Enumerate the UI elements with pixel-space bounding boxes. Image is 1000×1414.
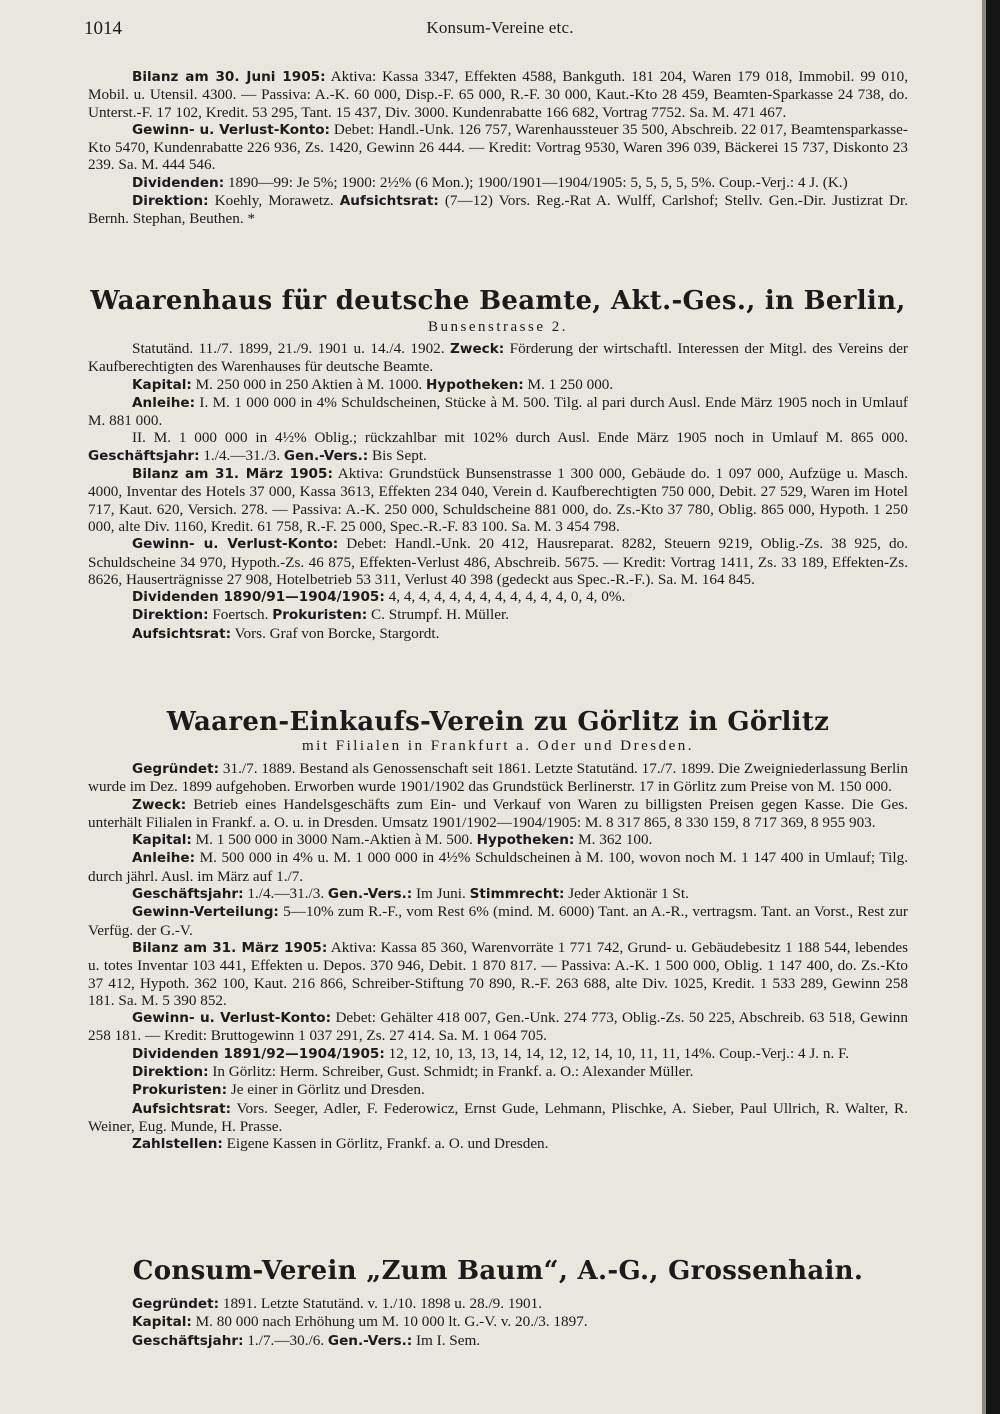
founded-paragraph	[88, 1295, 908, 1313]
purpose-label: Zweck:	[450, 341, 505, 357]
dividends-paragraph	[88, 588, 908, 606]
capital-label: Kapital:	[132, 832, 192, 849]
running-title: Konsum-Vereine etc.	[426, 18, 574, 37]
dividends-label: Dividenden:	[132, 174, 225, 191]
directors-paragraph	[88, 606, 908, 624]
directors-label: Direktion:	[132, 1064, 209, 1081]
supervisory-board-text: (7—12) Vors. Reg.-Rat A. Wulff, Carlshof; Stellv. Gen.-Dir. Justizrat Dr. Bernh. Stephan, Beuthen. *	[88, 192, 908, 228]
fiscal-year-text: 1./4.—31./3.	[199, 446, 284, 464]
capital-paragraph	[88, 376, 908, 394]
authorized-officers-text: Je einer in Görlitz und Dresden.	[227, 1081, 425, 1099]
profit-loss-text: Debet: Handl.-Unk. 126 757, Warenhaussteuer 35 500, Abschreib. 22 017, Beamtensparkasse-Kto 5470, Kundenrabatte 226 936, Zs. 1420, Gewinn 26 444. — Kredit: Vortrag 9530, Waren 396 039, Bäckerei 15 737, Diskonto 23 239. Sa. M. 444 546.	[88, 120, 908, 174]
fiscal-year-text: 1./4.—31./3.	[243, 885, 328, 903]
loan-label: Anleihe:	[132, 850, 196, 867]
profit-loss-label: Gewinn- u. Verlust-Konto:	[132, 536, 339, 553]
founded-text: 31./7. 1889. Bestand als Genossenschaft seit 1861. Letzte Statutänd. 17./7. 1899. Die Zweigniederlassung Berlin wurde im Dez. 1899 aufgehoben. Erworben wurde 1901/1902 das Grundstück Berlinerstr. 17 in Görlitz zum Preise von M. 150 000.	[88, 760, 908, 796]
company-heading-waarenhaus: Waarenhaus für deutsche Beamte, Akt.-Ges., in Berlin,	[90, 286, 906, 316]
profit-loss-paragraph	[88, 121, 908, 174]
loan-paragraph	[88, 849, 908, 885]
directors-text: Foertsch.	[208, 606, 273, 624]
supervisory-board-paragraph	[88, 1100, 908, 1136]
voting-right-label: Stimmrecht:	[469, 886, 565, 903]
company-branches: mit Filialen in Frankfurt a. Oder und Dresden.	[301, 738, 695, 754]
authorized-officers-label: Prokuristen:	[132, 1082, 228, 1099]
loan-text: M. 500 000 in 4% u. M. 1 000 000 in 4½% Schuldscheinen à M. 100, wovon noch M. 1 147 400 in Umlauf; Tilg. durch jährl. Ausl. im März auf 1./7.	[88, 849, 908, 885]
general-meeting-label: Gen.-Vers.:	[283, 447, 369, 464]
dividends-paragraph	[88, 174, 908, 192]
section-continued-entry	[88, 68, 908, 228]
purpose-text: Betrieb eines Handelsgeschäfts zum Ein- und Verkauf von Waren zu billigsten Preisen gegen Kasse. Die Ges. unterhält Filialen in Frankf. a. O. u. in Dresden. Umsatz 1901/1902—1904/1905: M. 8 317 865, 8 330 159, 8 717 369, 8 955 903.	[88, 795, 908, 831]
voting-right-text: Jeder Aktionär 1 St.	[564, 885, 689, 903]
supervisory-board-text: Vors. Graf von Borcke, Stargordt.	[231, 624, 440, 642]
balance-text: Aktiva: Kassa 85 360, Warenvorräte 1 771 742, Grund- u. Gebäudebesitz 1 188 544, lebendes u. totes Inventar 103 441, Effekten u. Depos. 370 946, Debit. 1 870 817. — Passiva: A.-K. 1 500 000, Oblig. 1 147 400, do. Zs.-Kto 37 412, Hypoth. 362 100, Kaut. 216 866, Schreiber-Stiftung 70 890, R.-F. 263 688, alte Div. 1025, Kredit. 1 533 289, Gewinn 258 181. Sa. M. 5 390 852.	[88, 938, 908, 1009]
page-edge-shadow	[986, 0, 1000, 1414]
capital-paragraph	[88, 1313, 908, 1331]
loan-paragraph	[88, 394, 908, 430]
fiscal-year-label: Geschäftsjahr:	[132, 886, 244, 903]
dividends-text: 4, 4, 4, 4, 4, 4, 4, 4, 4, 4, 4, 4, 0, 4, 0%.	[384, 588, 626, 606]
loan-label: Anleihe:	[132, 394, 196, 411]
directors-label: Direktion:	[132, 607, 209, 624]
page-number: 1014	[84, 18, 122, 39]
statute-text: Statutänd. 11./7. 1899, 21./9. 1901 u. 14./4. 1902.	[132, 340, 451, 357]
dividends-text: 12, 12, 10, 13, 13, 14, 14, 12, 12, 14, 10, 11, 11, 14%. Coup.-Verj.: 4 J. n. F.	[384, 1044, 850, 1062]
directors-paragraph	[88, 1063, 908, 1081]
paying-agents-label: Zahlstellen:	[132, 1136, 223, 1153]
paying-agents-text: Eigene Kassen in Görlitz, Frankf. a. O. und Dresden.	[222, 1135, 549, 1153]
purpose-text: Förderung der wirtschaftl. Interessen der Mitgl. des Vereins der Kaufberechtigten des Warenhauses für deutsche Beamte.	[88, 340, 908, 376]
board-paragraph	[88, 192, 908, 228]
profit-distribution-text: 5—10% zum R.-F., vom Rest 6% (mind. M. 6000) Tant. an A.-R., vertragsm. Tant. an Vorst., Rest zur Verfüg. der G.-V.	[88, 903, 908, 939]
dividends-paragraph	[88, 1045, 908, 1063]
dividends-text: 1890—99: Je 5%; 1900: 2½% (6 Mon.); 1900/1901—1904/1905: 5, 5, 5, 5, 5%. Coup.-Verj.: 4 J. (K.)	[224, 173, 848, 191]
fiscal-year-label: Geschäftsjahr:	[132, 1332, 244, 1349]
fiscal-year-paragraph	[88, 885, 908, 903]
authorized-officers-text: C. Strumpf. H. Müller.	[367, 606, 510, 624]
profit-distribution-label: Gewinn-Verteilung:	[132, 904, 279, 921]
profit-distribution-paragraph	[88, 903, 908, 939]
directors-label: Direktion:	[132, 193, 209, 210]
mortgages-text: M. 362 100.	[574, 831, 653, 849]
company-heading-grossenhain: Consum-Verein „Zum Baum“, A.-G., Grossenhain.	[132, 1256, 864, 1286]
paying-agents-paragraph	[88, 1135, 908, 1153]
capital-text: M. 80 000 nach Erhöhung um M. 10 000 lt. G.-V. v. 20./3. 1897.	[191, 1313, 588, 1331]
mortgages-label: Hypotheken:	[476, 832, 575, 849]
dividends-label: Dividenden 1890/91—1904/1905:	[132, 589, 385, 606]
supervisory-board-text: Vors. Seeger, Adler, F. Federowicz, Ernst Gude, Lehmann, Plischke, A. Sieber, Paul Ullrich, R. Walter, R. Weiner, Eug. Munde, H. Prasse.	[88, 1099, 908, 1135]
directors-text: In Görlitz: Herm. Schreiber, Gust. Schmidt; in Frankf. a. O.: Alexander Müller.	[208, 1063, 694, 1081]
mortgages-text: M. 1 250 000.	[523, 375, 614, 393]
balance-label: Bilanz am 31. März 1905:	[132, 466, 333, 483]
general-meeting-text: Bis Sept.	[368, 446, 427, 464]
company-entry-goerlitz	[88, 760, 908, 1154]
company-entry-waarenhaus	[88, 340, 908, 643]
balance-text: Aktiva: Grundstück Bunsenstrasse 1 300 000, Gebäude do. 1 097 000, Aufzüge u. Masch. 4000, Inventar des Hotels 37 000, Kassa 3613, Effekten 234 040, Verein d. Kaufberechtigten 750 000, Debit. 27 529, Waren im Hotel 717, Kaut. 620, Versich. 278. — Passiva: A.-K. 250 000, Schuldscheine 881 000, do. Zs.-Kto 37 780, Oblig. 865 000, Hypoth. 1 250 000, alte Div. 1160, Kredit. 61 758, R.-F. 25 000, Spec.-R.-F. 83 100. Sa. M. 3 454 798.	[88, 465, 908, 535]
capital-label: Kapital:	[132, 1314, 192, 1331]
authorized-officers-label: Prokuristen:	[272, 607, 368, 624]
capital-paragraph	[88, 831, 908, 849]
founded-label: Gegründet:	[132, 1296, 220, 1312]
balance-paragraph	[88, 939, 908, 1009]
fiscal-year-paragraph	[88, 1332, 908, 1350]
general-meeting-label: Gen.-Vers.:	[327, 1332, 413, 1349]
dividends-label: Dividenden 1891/92—1904/1905:	[132, 1045, 385, 1062]
purpose-paragraph	[88, 796, 908, 832]
founded-label: Gegründet:	[132, 761, 220, 777]
profit-loss-text: Debet: Gehälter 418 007, Gen.-Unk. 274 773, Oblig.-Zs. 50 225, Abschreib. 63 518, Gewinn 258 181. — Kredit: Bruttogewinn 1 037 291, Zs. 27 414. Sa. M. 1 064 705.	[88, 1009, 908, 1045]
balance-paragraph	[88, 465, 908, 535]
general-meeting-text: Im I. Sem.	[412, 1331, 481, 1349]
directors-text: Koehly, Morawetz.	[208, 192, 340, 210]
company-entry-grossenhain	[88, 1295, 908, 1350]
authorized-officers-paragraph	[88, 1081, 908, 1099]
loan-ii-text: II. M. 1 000 000 in 4½% Oblig.; rückzahlbar mit 102% durch Ausl. Ende März 1905 noch in Umlauf M. 865 000.	[132, 429, 908, 447]
balance-paragraph	[88, 68, 908, 121]
fiscal-year-label: Geschäftsjahr:	[88, 447, 200, 464]
profit-loss-paragraph	[88, 535, 908, 588]
founded-text: 1891. Letzte Statutänd. v. 1./10. 1898 u. 28./9. 1901.	[219, 1295, 543, 1312]
supervisory-board-paragraph	[88, 625, 908, 643]
capital-text: M. 1 500 000 in 3000 Nam.-Aktien à M. 500.	[191, 831, 477, 849]
profit-loss-text: Debet: Handl.-Unk. 20 412, Hausreparat. 8282, Steuern 9219, Oblig.-Zs. 38 925, do. Schuldscheine 34 970, Hypoth.-Zs. 46 875, Effekten-Verlust 486, Abschreib. 5675. — Kredit: Vortrag 1411, Zs. 33 189, Effekten-Zs. 8626, Hauserträgnisse 27 908, Hotelbetrieb 53 311, Verlust 40 398 (gedeckt aus Spec.-R.-F.). Sa. M. 164 845.	[88, 535, 908, 588]
company-address: Bunsenstrasse 2.	[428, 319, 568, 335]
balance-label: Bilanz am 31. März 1905:	[132, 939, 328, 956]
supervisory-board-label: Aufsichtsrat:	[132, 1100, 231, 1117]
balance-text: Aktiva: Kassa 3347, Effekten 4588, Bankguth. 181 204, Waren 179 018, Immobil. 99 010, Mobil. u. Utensil. 4300. — Passiva: A.-K. 60 000, Disp.-F. 65 000, R.-F. 30 000, Kaut.-Kto 28 459, Beamten-Sparkasse 24 738, do. Unterst.-F. 17 102, Kredit. 53 295, Tant. 15 437, Div. 3000. Kundenrabatte 166 682, Vortrag 7752. Sa. M. 471 467.	[88, 68, 909, 121]
profit-loss-label: Gewinn- u. Verlust-Konto:	[132, 1010, 332, 1027]
loan-ii-paragraph	[88, 429, 908, 465]
profit-loss-label: Gewinn- u. Verlust-Konto:	[132, 121, 330, 138]
founded-paragraph	[88, 760, 908, 796]
company-heading-goerlitz: Waaren-Einkaufs-Verein zu Görlitz in Görlitz	[166, 707, 830, 737]
balance-label: Bilanz am 30. Juni 1905:	[132, 69, 326, 85]
supervisory-board-label: Aufsichtsrat:	[339, 193, 439, 210]
capital-label: Kapital:	[132, 376, 192, 393]
fiscal-year-text: 1./7.—30./6.	[243, 1331, 328, 1349]
capital-text: M. 250 000 in 250 Aktien à M. 1000.	[191, 375, 427, 393]
general-meeting-text: Im Juni.	[412, 885, 470, 903]
mortgages-label: Hypotheken:	[426, 376, 524, 393]
profit-loss-paragraph	[88, 1009, 908, 1045]
purpose-label: Zweck:	[132, 796, 187, 813]
general-meeting-label: Gen.-Vers.:	[327, 886, 413, 903]
loan-text: I. M. 1 000 000 in 4% Schuldscheinen, Stücke à M. 500. Tilg. al pari durch Ausl. Ende März 1905 noch in Umlauf M. 881 000.	[88, 393, 908, 430]
statute-paragraph	[88, 340, 908, 376]
page-edge-line	[982, 0, 986, 1414]
supervisory-board-label: Aufsichtsrat:	[132, 625, 231, 642]
